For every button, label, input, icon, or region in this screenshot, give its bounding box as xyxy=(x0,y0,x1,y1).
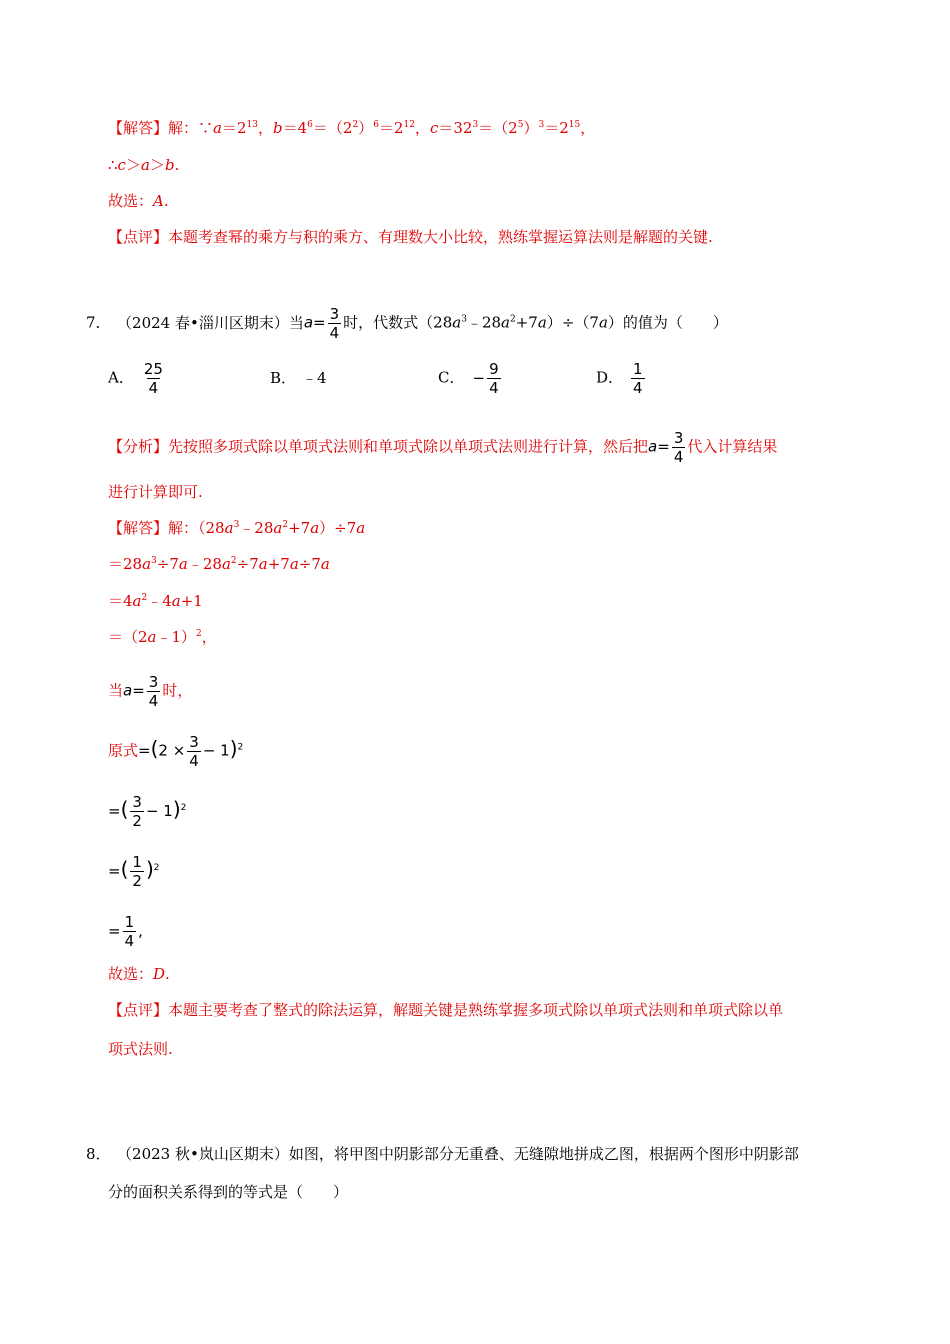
q7-review-line1 xyxy=(108,1000,783,1020)
q7-when-line xyxy=(108,673,192,710)
option-label: D． xyxy=(596,368,624,387)
q6-order-line xyxy=(108,155,179,175)
question-source: （2024 春•淄川区期末）当 xyxy=(124,313,304,332)
q7-stem xyxy=(86,305,728,342)
therefore: ∴ xyxy=(108,156,118,174)
review-tag: 【点评】 xyxy=(108,1001,169,1019)
fraction xyxy=(187,733,201,770)
var-a: a xyxy=(258,555,268,573)
b-mid: ＝（2 xyxy=(312,119,353,137)
question-text: （2023 秋•岚山区期末）如图，将甲图中阴影部分无重叠、无缝隙地拼成乙图，根据两个图形中阴影部 xyxy=(124,1145,799,1163)
q7-review-line2 xyxy=(108,1039,173,1059)
eq: = xyxy=(132,681,145,700)
analysis-tag: 【分析】 xyxy=(108,437,169,456)
end: . xyxy=(165,965,170,983)
exp: 3 xyxy=(151,556,157,566)
q7-analysis-line2 xyxy=(108,482,203,502)
fraction xyxy=(631,360,645,397)
option-label: B． xyxy=(270,369,297,387)
paren: ( xyxy=(120,857,129,881)
exp: 12 xyxy=(403,120,415,130)
term: 当 xyxy=(108,681,124,700)
paren: ( xyxy=(150,736,159,761)
frac-den: 2 xyxy=(132,872,142,890)
q7-original-line xyxy=(108,733,243,770)
exp: 3 xyxy=(472,120,479,130)
choice: D xyxy=(153,965,166,983)
q6-review-line xyxy=(108,227,713,247)
frac-num: 1 xyxy=(124,913,135,931)
var-a: a xyxy=(320,555,330,573)
exp: 2 xyxy=(237,742,244,753)
term: − 1 xyxy=(202,741,230,760)
c-res: ＝2 xyxy=(544,119,569,137)
var-a: a xyxy=(356,519,366,537)
var-b: b xyxy=(164,156,175,174)
analysis-tail: 代入计算结果 xyxy=(687,437,778,456)
term: ﹣1） xyxy=(156,628,197,646)
end: , xyxy=(138,922,143,940)
term: +7 xyxy=(267,555,290,573)
var-a: a xyxy=(452,313,462,332)
frac-den: 4 xyxy=(633,379,643,397)
a-exp: 13 xyxy=(246,120,258,130)
frac-num: 3 xyxy=(132,793,142,811)
sep: ， xyxy=(257,119,273,137)
term: ＝28 xyxy=(108,555,143,573)
q7-solution-line1 xyxy=(108,518,365,538)
frac-num: 9 xyxy=(489,360,499,378)
stem-term: ）÷（7 xyxy=(546,313,599,332)
eq: = xyxy=(108,802,121,820)
q7-analysis-line1 xyxy=(108,429,777,466)
var-a: a xyxy=(132,592,142,610)
var-a: a xyxy=(310,519,320,537)
answer-tag: 【解答】 xyxy=(108,119,169,137)
stem-mid: 时，代数式（28 xyxy=(343,313,453,332)
review-tag: 【点评】 xyxy=(108,228,169,246)
term: − 1 xyxy=(145,802,173,820)
question-number: 7． xyxy=(86,313,111,332)
term: 原式 xyxy=(108,741,139,760)
question-number: 8． xyxy=(86,1145,111,1163)
var-c: c xyxy=(429,119,439,137)
c-eq: ＝32 xyxy=(438,119,473,137)
exp: 3 xyxy=(538,120,545,130)
end: ， xyxy=(201,628,217,646)
paren: ) xyxy=(145,857,154,881)
stem-tail: ）的值为（ ） xyxy=(607,313,728,332)
exp: 5 xyxy=(517,120,524,130)
a-eq: ＝2 xyxy=(221,119,247,137)
frac-num: 3 xyxy=(148,673,159,691)
exp: 6 xyxy=(307,120,313,130)
fraction xyxy=(147,673,161,710)
frac-den: 2 xyxy=(132,812,142,830)
fraction xyxy=(142,360,165,397)
sep: ， xyxy=(414,119,430,137)
q7-result-line1 xyxy=(108,793,186,830)
term: 时， xyxy=(162,681,193,700)
term: ）÷7 xyxy=(319,519,357,537)
fraction xyxy=(328,305,342,342)
option-a[interactable] xyxy=(108,360,167,397)
stem-term: ﹣28 xyxy=(466,313,502,332)
choose-label: 故选： xyxy=(108,965,154,983)
exp: 15 xyxy=(568,120,581,130)
frac-den: 4 xyxy=(124,932,135,950)
exp: 3 xyxy=(461,314,467,325)
term: ﹣28 xyxy=(239,519,274,537)
exp: 6 xyxy=(373,120,379,130)
frac-num: 25 xyxy=(143,360,163,378)
var-a: a xyxy=(171,592,181,610)
paren: ) xyxy=(229,736,238,761)
analysis-text: 进行计算即可. xyxy=(108,483,203,501)
exp: 2 xyxy=(352,120,359,130)
var-a: a xyxy=(221,555,231,573)
exp: 2 xyxy=(230,556,237,566)
stem-term: +7 xyxy=(515,313,538,332)
term: ＝（2 xyxy=(108,628,148,646)
var-a: a xyxy=(123,681,133,700)
frac-den: 4 xyxy=(148,379,159,397)
q7-result-line2 xyxy=(108,853,159,890)
exp: 2 xyxy=(153,863,160,873)
frac-num: 1 xyxy=(132,853,142,871)
fraction xyxy=(123,913,137,950)
term: +7 xyxy=(288,519,311,537)
term: 2 × xyxy=(158,741,186,760)
term: ﹣4 xyxy=(147,592,172,610)
choose-label: 故选： xyxy=(108,192,154,210)
q8-stem-line1 xyxy=(86,1144,799,1164)
option-value: ﹣4 xyxy=(302,369,327,387)
question-text: 分的面积关系得到的等式是（ ） xyxy=(108,1183,349,1201)
solution-text: 解：（28 xyxy=(168,519,225,537)
review-text: 项式法则. xyxy=(108,1040,173,1058)
frac-den: 4 xyxy=(489,379,499,397)
fraction xyxy=(130,793,144,830)
frac-den: 4 xyxy=(148,692,159,710)
exp: 2 xyxy=(510,314,516,325)
term: ÷7 xyxy=(236,555,259,573)
gt: ＞ xyxy=(149,156,165,174)
answer-text: 解：∵ xyxy=(168,119,214,137)
end: . xyxy=(174,156,180,174)
q7-solution-line3 xyxy=(108,591,203,611)
gt: ＞ xyxy=(125,156,141,174)
var-a: a xyxy=(213,119,222,137)
eq: = xyxy=(138,741,151,760)
q7-solution-line4 xyxy=(108,627,217,647)
var-b: b xyxy=(273,119,283,137)
var-a: a xyxy=(142,555,152,573)
q7-choose-line xyxy=(108,964,170,984)
term: ÷7 xyxy=(156,555,179,573)
c-mid: ＝（2 xyxy=(478,119,518,137)
paren: ） xyxy=(523,119,539,137)
var-a: a xyxy=(648,437,658,456)
paren: ) xyxy=(172,797,181,821)
q7-solution-line2 xyxy=(108,554,330,574)
eq: = xyxy=(108,862,121,880)
fraction xyxy=(672,429,686,466)
frac-num: 3 xyxy=(673,429,684,447)
review-text: 本题主要考查了整式的除法运算，解题关键是熟练掌握多项式除以单项式法则和单项式除以单 xyxy=(168,1001,784,1019)
var-a: a xyxy=(289,555,299,573)
frac-den: 4 xyxy=(189,752,199,770)
q6-choose-line xyxy=(108,191,169,211)
var-a: a xyxy=(224,519,234,537)
var-a: a xyxy=(140,156,150,174)
paren: ( xyxy=(120,797,129,821)
minus-sign: − xyxy=(472,368,486,387)
frac-num: 3 xyxy=(189,733,199,751)
eq: = xyxy=(657,437,670,456)
frac-num: 3 xyxy=(329,305,340,323)
b-res: ＝2 xyxy=(378,119,404,137)
exp: 3 xyxy=(233,520,240,530)
fraction xyxy=(487,360,501,397)
analysis-text: 先按照多项式除以单项式法则和单项式除以单项式法则进行计算，然后把 xyxy=(168,437,649,456)
var-a: a xyxy=(537,313,547,332)
term: ﹣28 xyxy=(187,555,222,573)
exp: 2 xyxy=(282,520,289,530)
var-a: a xyxy=(178,555,188,573)
frac-den: 4 xyxy=(329,324,340,342)
option-c[interactable] xyxy=(438,360,503,397)
var-a: a xyxy=(501,313,510,332)
b-eq: ＝4 xyxy=(282,119,308,137)
end: . xyxy=(163,192,169,210)
option-d[interactable] xyxy=(596,360,647,397)
option-b[interactable] xyxy=(270,368,327,388)
exp: 2 xyxy=(141,593,148,603)
q7-result-line3 xyxy=(108,913,143,950)
eq: = xyxy=(313,313,326,332)
review-text: 本题考查幂的乘方与积的乘方、有理数大小比较，熟练掌握运算法则是解题的关键. xyxy=(168,228,713,246)
frac-den: 4 xyxy=(673,448,684,466)
var-c: c xyxy=(117,156,126,174)
term: ＝4 xyxy=(108,592,133,610)
solution-tag: 【解答】 xyxy=(108,519,169,537)
term: ÷7 xyxy=(298,555,321,573)
option-label: A． xyxy=(108,368,134,387)
eq: = xyxy=(108,922,121,940)
end: ， xyxy=(580,119,596,137)
exp: 2 xyxy=(180,803,187,813)
exp: 2 xyxy=(196,629,202,639)
var-a: a xyxy=(147,628,157,646)
q6-answer-line xyxy=(108,118,595,138)
term: +1 xyxy=(180,592,203,610)
fraction xyxy=(130,853,144,890)
paren: ） xyxy=(358,119,374,137)
option-label: C． xyxy=(438,368,465,387)
q8-stem-line2 xyxy=(108,1182,348,1202)
frac-num: 1 xyxy=(633,360,643,378)
choice: A xyxy=(153,192,164,210)
var-a: a xyxy=(273,519,283,537)
var-a: a xyxy=(303,313,314,332)
var-a: a xyxy=(598,313,608,332)
